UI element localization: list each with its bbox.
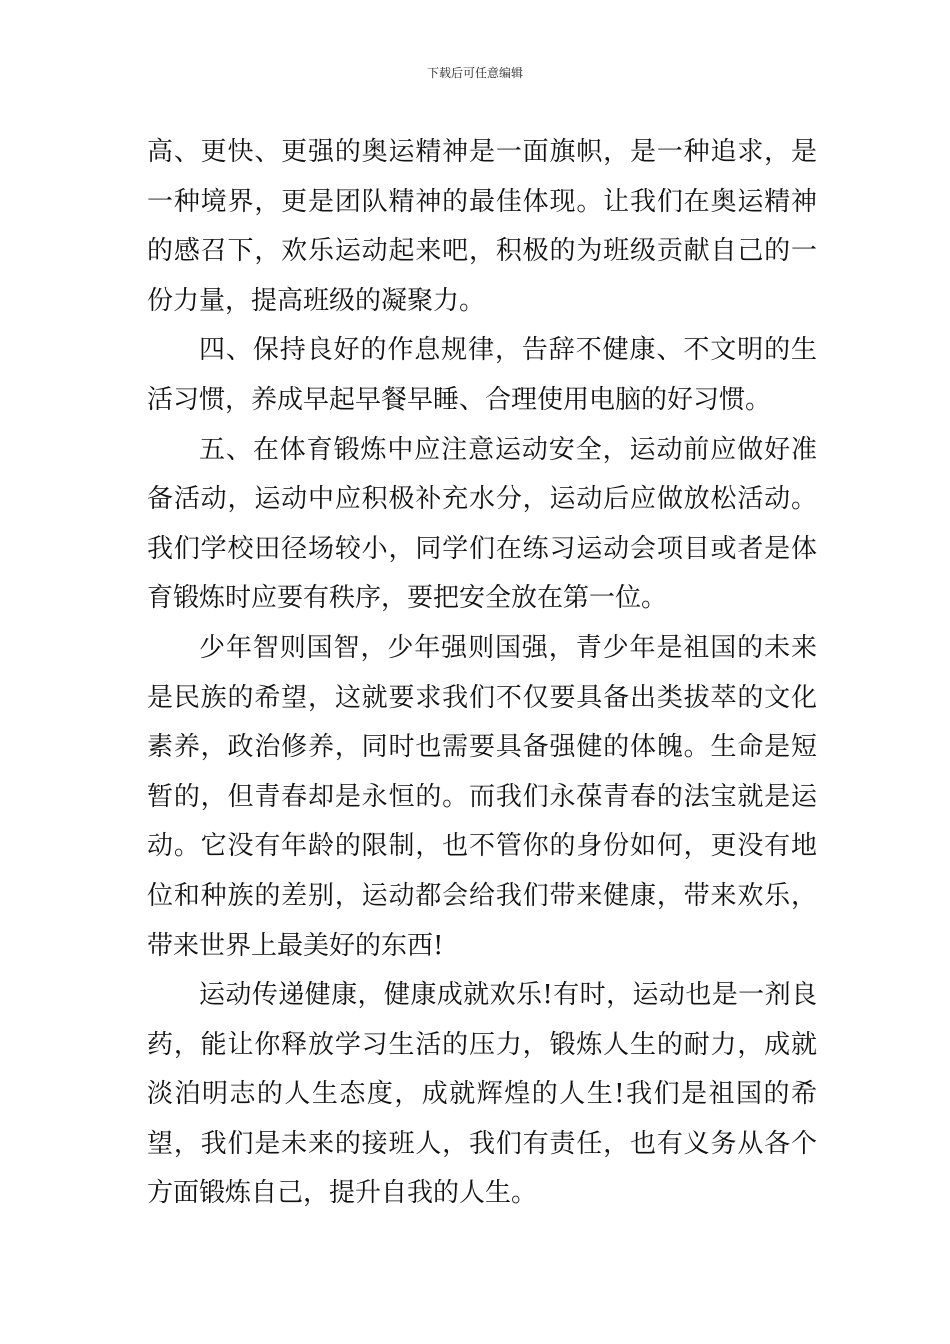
paragraph-item-5: 五、在体育锻炼中应注意运动安全，运动前应做好准备活动，运动中应积极补充水分，运动后应做放松活动。我们学校田径场较小，同学们在练习运动会项目或者是体育锻炼时应要有秩序，要把安全放在第一位。	[147, 434, 817, 614]
page-header-note: 下载后可任意编辑	[426, 66, 523, 80]
document-body	[147, 128, 817, 1219]
paragraph-conclusion: 运动传递健康，健康成就欢乐!有时，运动也是一剂良药，能让你释放学习生活的压力，锻炼人生的耐力，成就淡泊明志的人生态度，成就辉煌的人生!我们是祖国的希望，我们是未来的接班人，我们有责任，也有义务从各个方面锻炼自己，提升自我的人生。	[147, 980, 817, 1209]
paragraph-item-4: 四、保持良好的作息规律，告辞不健康、不文明的生活习惯，养成早起早餐早睡、合理使用电脑的好习惯。	[147, 335, 817, 415]
paragraph-continuation: 高、更快、更强的奥运精神是一面旗帜，是一种追求，是一种境界，更是团队精神的最佳体现。让我们在奥运精神的感召下，欢乐运动起来吧，积极的为班级贡献自己的一份力量，提高班级的凝聚力。	[147, 137, 817, 316]
paragraph-youth: 少年智则国智，少年强则国强，青少年是祖国的未来是民族的希望，这就要求我们不仅要具备出类拔萃的文化素养，政治修养，同时也需要具备强健的体魄。生命是短暂的，但青春却是永恒的。而我们永葆青春的法宝就是运动。它没有年龄的限制，也不管你的身份如何，更没有地位和种族的差别，运动都会给我们带来健康，带来欢乐，带来世界上最美好的东西!	[147, 632, 817, 961]
